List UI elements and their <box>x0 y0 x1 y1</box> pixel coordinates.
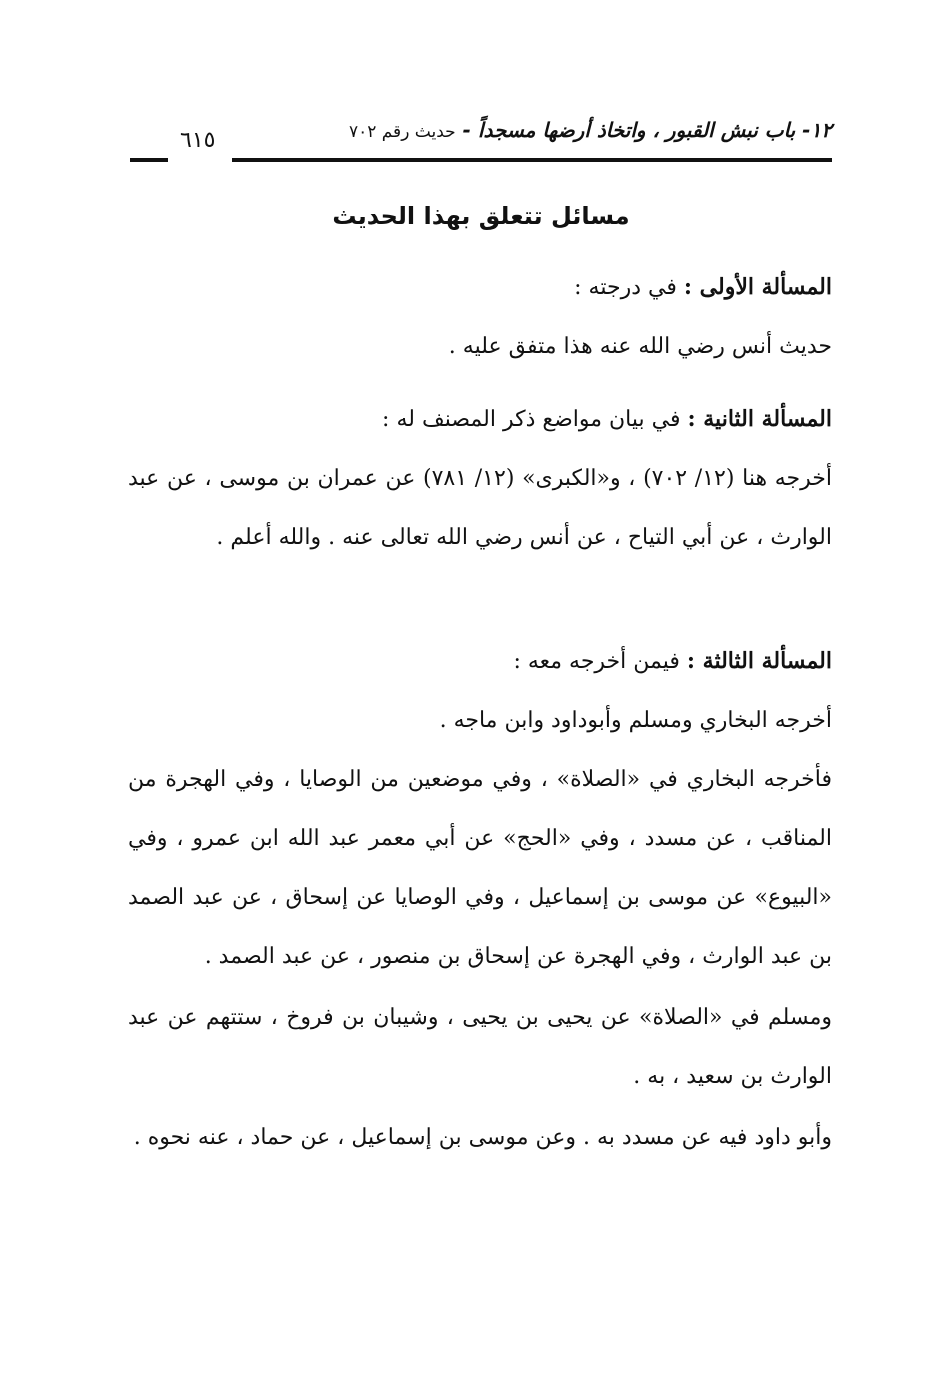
issue-three <box>128 632 832 1167</box>
issue-three-label: المسألة الثالثة : <box>686 648 832 674</box>
muslim-paragraph: ومسلم في «الصلاة» عن يحيى بن يحيى ، وشيبان بن فروخ ، ستتهم عن عبد الوارث بن سعيد ، به . <box>128 1005 832 1089</box>
issue-one-heading <box>128 258 832 317</box>
header-rule <box>232 158 832 162</box>
issue-three-intro: أخرجه البخاري ومسلم وأبوداود وابن ماجه . <box>439 708 832 733</box>
issue-three-heading <box>128 632 832 691</box>
page-number: ٦١٥ <box>180 128 216 153</box>
page-number-dash <box>130 158 168 162</box>
issue-one-topic: في درجته : <box>574 275 677 300</box>
section-title: مسائل تتعلق بهذا الحديث <box>332 202 630 230</box>
issue-one-text: حديث أنس رضي الله عنه هذا متفق عليه . <box>448 334 832 359</box>
issue-two-text: أخرجه هنا (١٢/ ٧٠٢) ، و«الكبرى» (١٢/ ٧٨١) عن عمران بن موسى ، عن عبد الوارث ، عن أبي التياح ، عن أنس رضي الله تعالى عنه . والله أعلم . <box>128 466 833 550</box>
issue-one-label: المسألة الأولى : <box>683 274 832 300</box>
issue-two-label: المسألة الثانية : <box>687 406 832 432</box>
issue-two-topic: في بيان مواضع ذكر المصنف له : <box>382 407 681 432</box>
chapter-heading <box>349 118 832 142</box>
issue-two <box>128 390 832 567</box>
hadith-reference: حديث رقم ٧٠٢ <box>348 122 456 142</box>
issue-three-topic: فيمن أخرجه معه : <box>513 649 680 674</box>
issue-one <box>128 258 832 376</box>
bukhari-paragraph: فأخرجه البخاري في «الصلاة» ، وفي موضعين من الوصايا ، وفي الهجرة من المناقب ، عن مسدد ، وفي «الحج» عن أبي معمر عبد الله ابن عمرو ، وفي «البيوع» عن موسى بن إسماعيل ، وفي الوصايا عن إسحاق ، عن عبد الصمد بن عبد الوارث ، وفي الهجرة عن إسحاق بن منصور ، عن عبد الصمد . <box>128 767 832 969</box>
chapter-title: ١٢- باب نبش القبور ، واتخاذ أرضها مسجداً - <box>462 118 832 142</box>
issue-two-heading <box>128 390 832 449</box>
abudawud-paragraph: وأبو داود فيه عن مسدد به . وعن موسى بن إسماعيل ، عن حماد ، عنه نحوه . <box>133 1125 832 1150</box>
